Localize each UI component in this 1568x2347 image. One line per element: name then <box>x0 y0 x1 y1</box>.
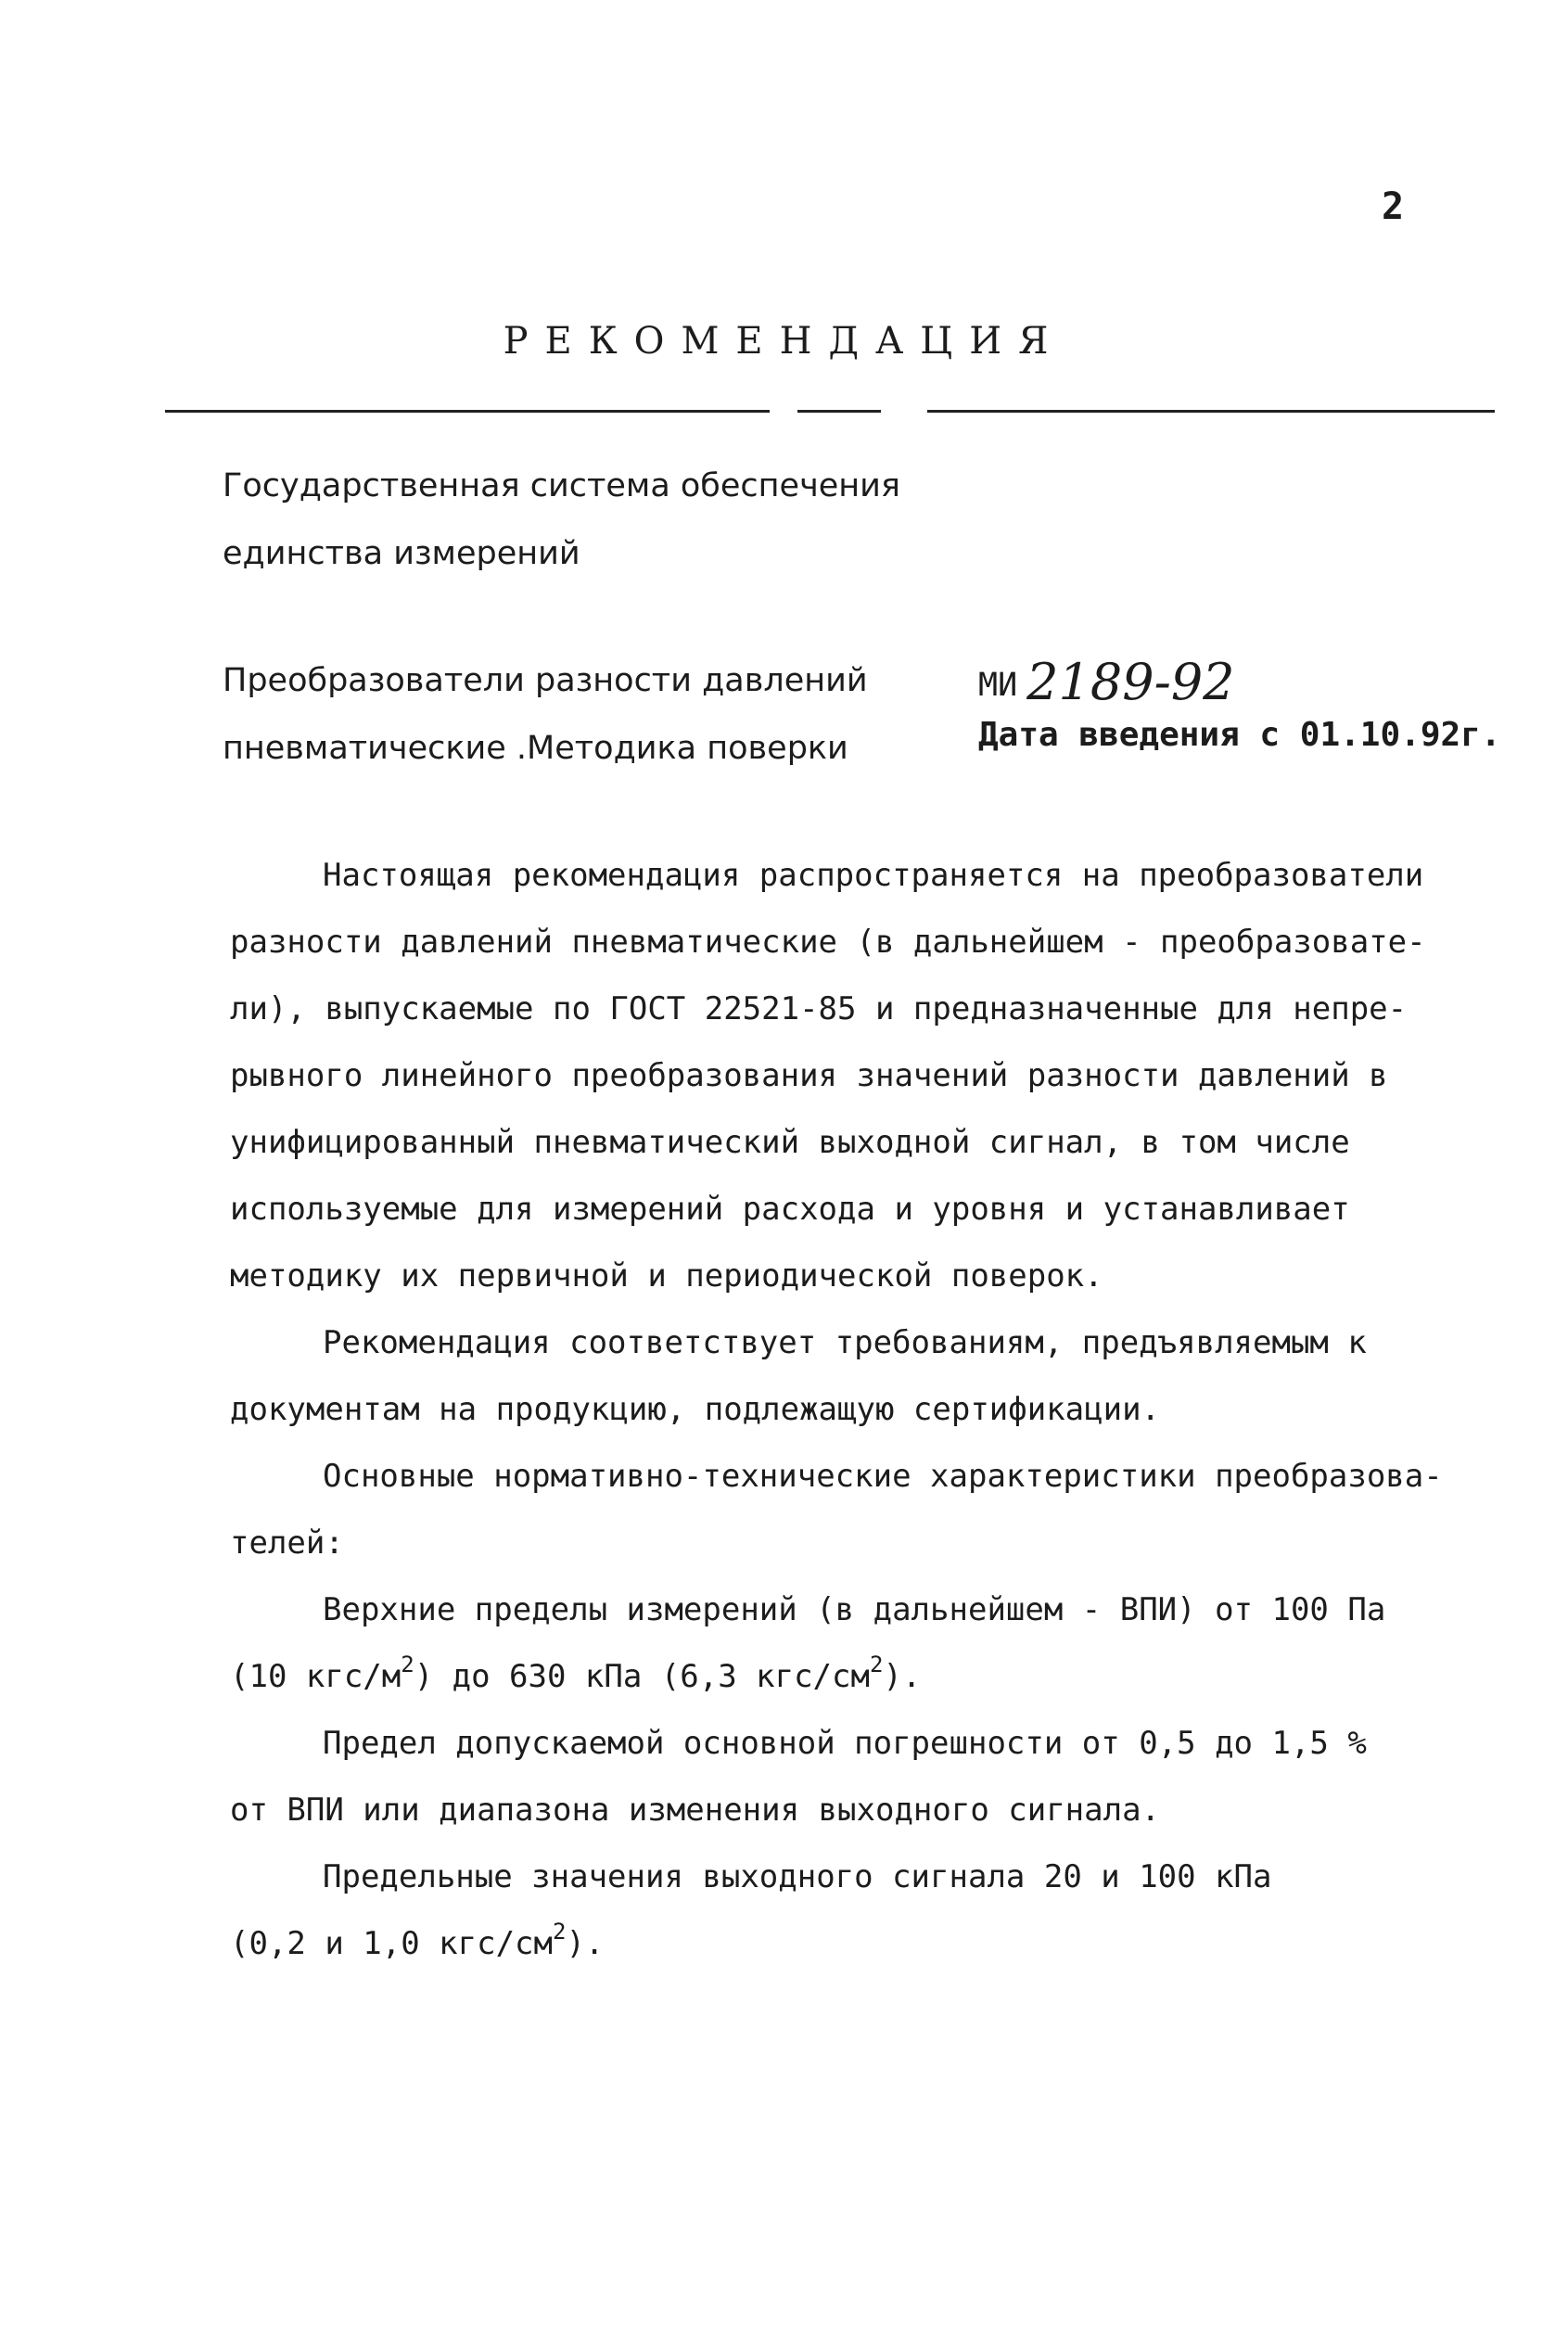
text-fragment: ) до 630 кПа (6,3 кгс/см <box>414 1658 870 1695</box>
text-line: методику их первичной и периодической поверок. <box>230 1257 1103 1295</box>
document-code-handwritten: 2189-92 <box>1026 653 1235 711</box>
header-rule-middle <box>797 410 881 413</box>
introduction-date: Дата введения с 01.10.92г. <box>978 716 1501 754</box>
header-rule-left <box>165 410 770 413</box>
text-line: Настоящая рекомендация распространяется на преобразователи <box>323 857 1424 894</box>
text-line: рывного линейного преобразования значений разности давлений в <box>230 1057 1388 1094</box>
system-title-line: Государственная система обеспечения <box>223 467 900 504</box>
text-line: телей: <box>230 1524 344 1562</box>
document-code-prefix: МИ <box>978 667 1018 704</box>
document-designation <box>978 649 1235 711</box>
text-line-with-units <box>230 1910 1472 1977</box>
subject-line: пневматические .Методика поверки <box>223 730 848 767</box>
text-line: Предел допускаемой основной погрешности от 0,5 до 1,5 % <box>323 1725 1367 1762</box>
body-text <box>230 842 1472 1977</box>
text-line: разности давлений пневматические (в дальнейшем - преобразовате- <box>230 924 1426 961</box>
text-line-with-units <box>230 1643 1472 1710</box>
superscript: 2 <box>869 1651 884 1677</box>
header-rule-right <box>927 410 1495 413</box>
superscript: 2 <box>401 1651 414 1677</box>
system-title <box>223 453 900 588</box>
text-fragment: ). <box>566 1925 605 1962</box>
system-title-line: единства измерений <box>223 535 580 572</box>
text-line: от ВПИ или диапазона изменения выходного сигнала. <box>230 1792 1161 1829</box>
document-subject <box>223 647 868 783</box>
document-type-heading: РЕКОМЕНДАЦИЯ <box>503 320 1065 363</box>
text-fragment: ). <box>883 1658 922 1695</box>
text-line: Предельные значения выходного сигнала 20 и 100 кПа <box>323 1858 1272 1895</box>
superscript: 2 <box>553 1918 567 1945</box>
text-fragment: (10 кгс/м <box>230 1658 402 1695</box>
text-line: Основные нормативно-технические характеристики преобразова- <box>323 1458 1443 1495</box>
text-line: Верхние пределы измерений (в дальнейшем - ВПИ) от 100 Па <box>323 1591 1386 1628</box>
subject-line: Преобразователи разности давлений <box>223 662 868 699</box>
text-fragment: (0,2 и 1,0 кгс/см <box>230 1925 553 1962</box>
text-line: используемые для измерений расхода и уровня и устанавливает <box>230 1191 1350 1228</box>
text-line: документам на продукцию, подлежащую сертификации. <box>230 1391 1161 1428</box>
text-line: унифицированный пневматический выходной сигнал, в том числе <box>230 1124 1350 1161</box>
page-number: 2 <box>1382 185 1405 228</box>
text-line: Рекомендация соответствует требованиям, предъявляемым к <box>323 1324 1367 1361</box>
text-line: ли), выпускаемые по ГОСТ 22521-85 и предназначенные для непре- <box>230 990 1408 1027</box>
